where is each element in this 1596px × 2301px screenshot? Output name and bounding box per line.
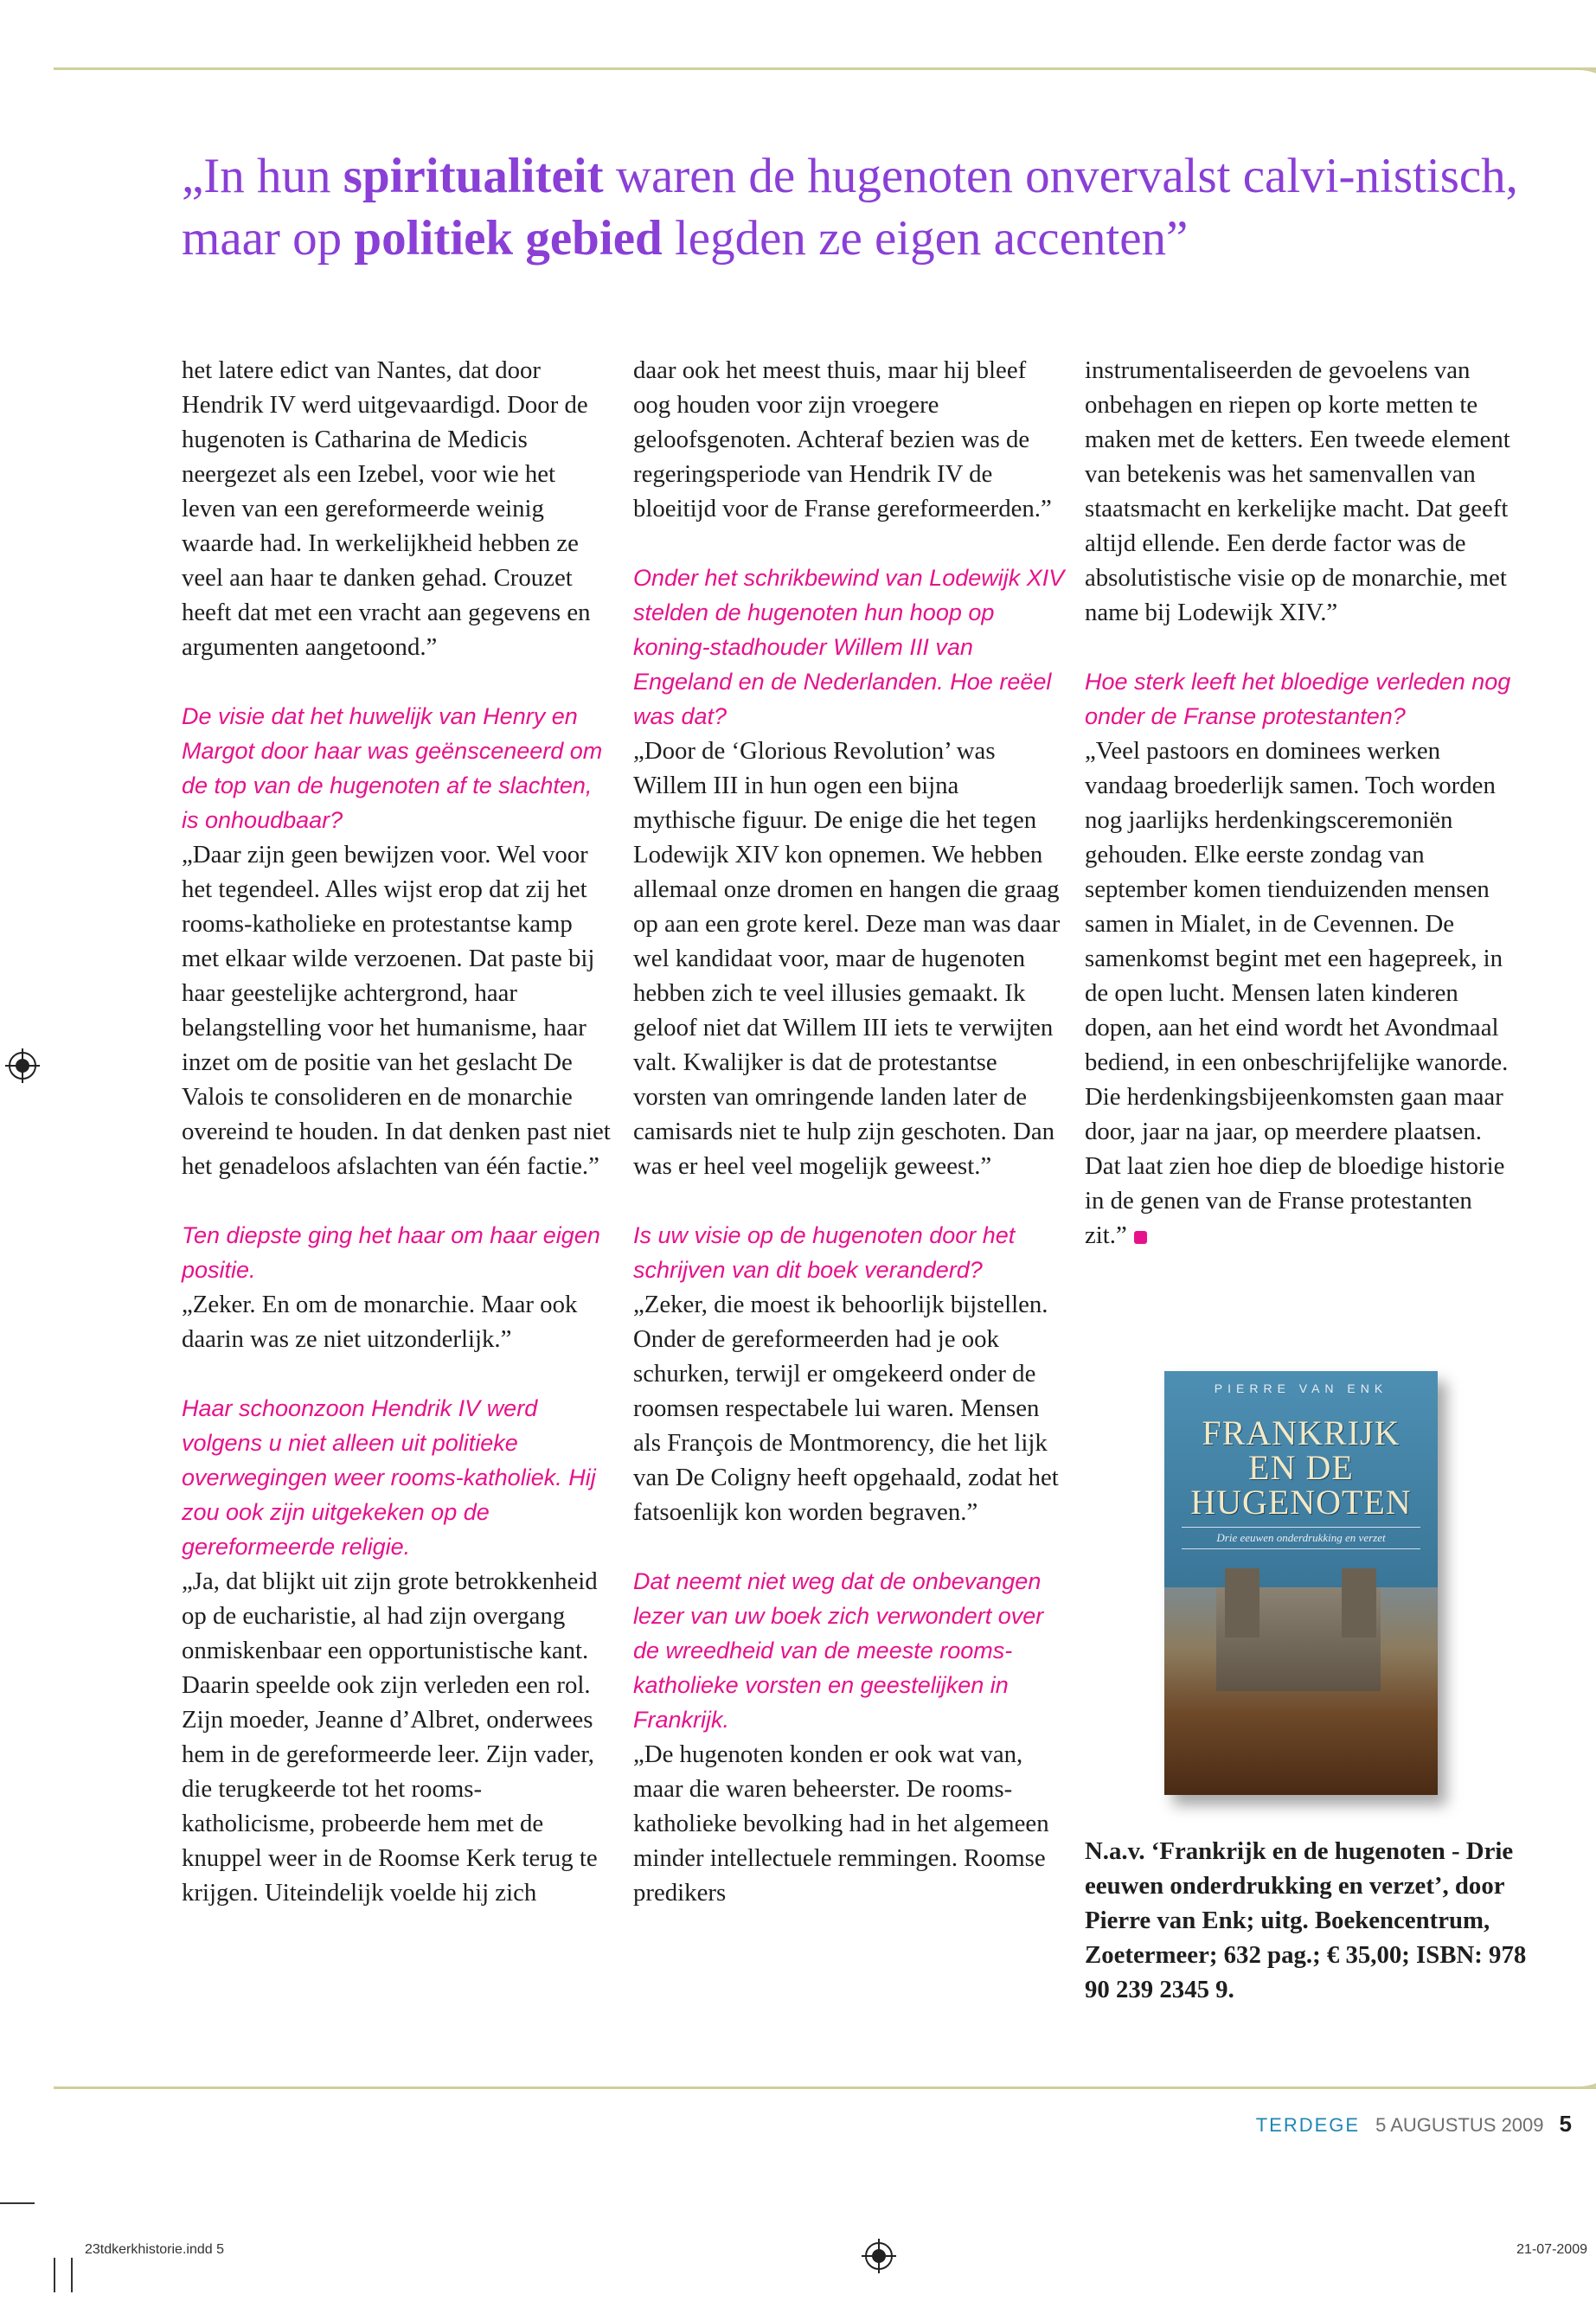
magazine-name: TERDEGE (1255, 2114, 1361, 2136)
article-column-3 (1085, 353, 1517, 1253)
book-cover-image (1164, 1371, 1438, 1795)
answer-paragraph: „Door de ‘Glorious Revolution’ was Willem III in hun ogen een bijna mythische figuur. De enige die het tegen Lodewijk XIV kon opnemen. We hebben allemaal onze dromen en hangen die graag op aan een grote kerel. Deze man was daar wel kandidaat voor, maar de hugenoten hebben zich te veel illusies gemaakt. Ik geloof niet dat Willem III iets te verwijten valt. Kwalijker is dat de protestantse vorsten van omringende landen later de camisards niet te hulp zijn geschoten. Dan was er heel veel mogelijk geweest.” (633, 737, 1061, 1180)
page-number: 5 (1559, 2111, 1572, 2137)
pull-quote-emphasis-2: politiek gebied (354, 211, 663, 266)
answer-paragraph: „De hugenoten konden er ook wat van, maar die waren beheerster. De rooms-katholieke bevolking had in het algemeen minder intellectuele remmingen. Roomse predikers (633, 1740, 1049, 1907)
interview-question: Dat neemt niet weg dat de onbevangen lezer van uw boek zich verwondert over de wreedheid van de meeste rooms-katholieke vorsten en geestelijken in Frankrijk. (633, 1568, 1044, 1733)
interview-question: De visie dat het huwelijk van Henry en Margot door haar was geënsceneerd om de top van de hugenoten af te slachten, is onhoudbaar? (182, 703, 603, 833)
end-of-article-square-icon (1134, 1231, 1147, 1244)
pull-quote: „In hun spiritualiteit waren de hugenoten onvervalst calvi-nistisch, maar op politiek gebied legden ze eigen accenten” (182, 149, 1518, 266)
book-caption: N.a.v. ‘Frankrijk en de hugenoten - Drie eeuwen onderdrukking en verzet’, door Pierre van Enk; uitg. Boekencentrum, Zoetermeer; 632 pag.; € 35,00; ISBN: 978 90 239 2345 9. (1085, 1837, 1527, 2003)
book-subtitle: Drie eeuwen onderdrukking en verzet (1182, 1527, 1420, 1549)
answer-paragraph: „Ja, dat blijkt uit zijn grote betrokkenheid op de eucharistie, al had zijn overgang onmiskenbaar een opportunistische kant. Daarin speelde ook zijn verleden een rol. Zijn moeder, Jeanne d’Albret, onderwees hem in de gereformeerde leer. Zijn vader, die terugkeerde tot het rooms-katholicisme, probeerde hem met de knuppel weer in de Roomse Kerk terug te krijgen. Uiteindelijk voelde hij zich (182, 1567, 598, 1907)
crop-mark (54, 2258, 55, 2292)
page-footer (1256, 2111, 1572, 2138)
crop-mark (71, 2258, 73, 2292)
interview-question: Is uw visie op de hugenoten door het schrijven van dit boek veranderd? (633, 1222, 1016, 1283)
slug-filename: 23tdkerkhistorie.indd 5 (85, 2242, 224, 2257)
registration-mark-icon (9, 1052, 36, 1080)
answer-paragraph: daar ook het meest thuis, maar hij bleef oog houden voor zijn vroegere geloofsgenoten. Achteraf bezien was de regeringsperiode van Hendrik IV de bloeitijd voor de Franse gereformeerden.” (633, 356, 1052, 522)
answer-paragraph: „Zeker. En om de monarchie. Maar ook daarin was ze niet uitzonderlijk.” (182, 1291, 578, 1353)
answer-paragraph: „Veel pastoors en dominees werken vandaag broederlijk samen. Toch worden nog jaarlijks herdenkingsceremoniën gehouden. Elke eerste zondag van september komen tienduizenden mensen samen in Mialet, in de Cevennen. De samenkomst begint met een hagepreek, in de open lucht. Mensen laten kinderen dopen, aan het eind wordt het Avondmaal bediend, in een onbeschrijfelijke wanorde. Die herdenkingsbijeenkomsten gaan maar door, jaar na jaar, op meerdere plaatsen. Dat laat zien hoe diep de bloedige historie in de genen van de Franse protestanten zit.” (1085, 737, 1509, 1249)
pull-quote-emphasis-1: spiritualiteit (343, 149, 604, 203)
article-column-1 (182, 353, 614, 1910)
bottom-rule-corner (1559, 2035, 1596, 2089)
issue-date: 5 AUGUSTUS 2009 (1375, 2114, 1544, 2136)
interview-question: Haar schoonzoon Hendrik IV werd volgens u niet alleen uit politieke overwegingen weer rooms-katholiek. Hij zou ook zijn uitgekeken op de gereformeerde religie. (182, 1395, 596, 1560)
interview-question: Ten diepste ging het haar om haar eigen positie. (182, 1222, 600, 1283)
article-column-2 (633, 353, 1066, 1910)
slug-date: 21-07-2009 (1516, 2242, 1587, 2257)
answer-paragraph: „Zeker, die moest ik behoorlijk bijstellen. Onder de gereformeerden had je ook schurken, terwijl er omgekeerd onder de roomsen respectabele lui waren. Mensen als François de Montmorency, die het lijk van De Coligny heeft opgehaald, zodat het fatsoenlijk kon worden begraven.” (633, 1291, 1059, 1526)
answer-paragraph: het latere edict van Nantes, dat door Hendrik IV werd uitgevaardigd. Door de hugenoten is Catharina de Medicis neergezet als een Izebel, voor wie het leven van een gereformeerde weinig waarde had. In werkelijkheid hebben ze veel aan haar te danken gehad. Crouzet heeft dat met een vracht aan gegevens en argumenten aangetoond.” (182, 356, 591, 661)
top-rule (54, 67, 1596, 70)
book-author: PIERRE VAN ENK (1214, 1381, 1388, 1395)
top-rule-corner (1559, 67, 1596, 122)
interview-question: Onder het schrikbewind van Lodewijk XIV stelden de hugenoten hun hoop op koning-stadhouder Willem III van Engeland en de Nederlanden. Hoe reëel was dat? (633, 565, 1065, 729)
crop-mark (0, 2202, 35, 2204)
book-title: FRANKRIJK EN DE HUGENOTEN (1190, 1413, 1412, 1522)
interview-question: Hoe sterk leeft het bloedige verleden nog onder de Franse protestanten? (1085, 669, 1511, 729)
answer-paragraph: „Daar zijn geen bewijzen voor. Wel voor het tegendeel. Alles wijst erop dat zij het rooms-katholieke en protestantse kamp met elkaar wilde verzoenen. Dat paste bij haar geestelijke achtergrond, haar belangstelling voor het humanisme, haar inzet om de positie van het geslacht De Valois te consolideren en de monarchie overeind te houden. In dat denken past niet het genadeloos afslachten van één factie.” (182, 841, 611, 1180)
registration-mark-icon (865, 2242, 893, 2270)
answer-paragraph: instrumentaliseerden de gevoelens van onbehagen en riepen op korte metten te maken met de ketters. Een tweede element van betekenis was het samenvallen van staatsmacht en kerkelijke macht. Dat geeft altijd ellende. Een derde factor was de absolutistische visie op de monarchie, met name bij Lodewijk XIV.” (1085, 356, 1510, 626)
bottom-rule (54, 2086, 1596, 2089)
